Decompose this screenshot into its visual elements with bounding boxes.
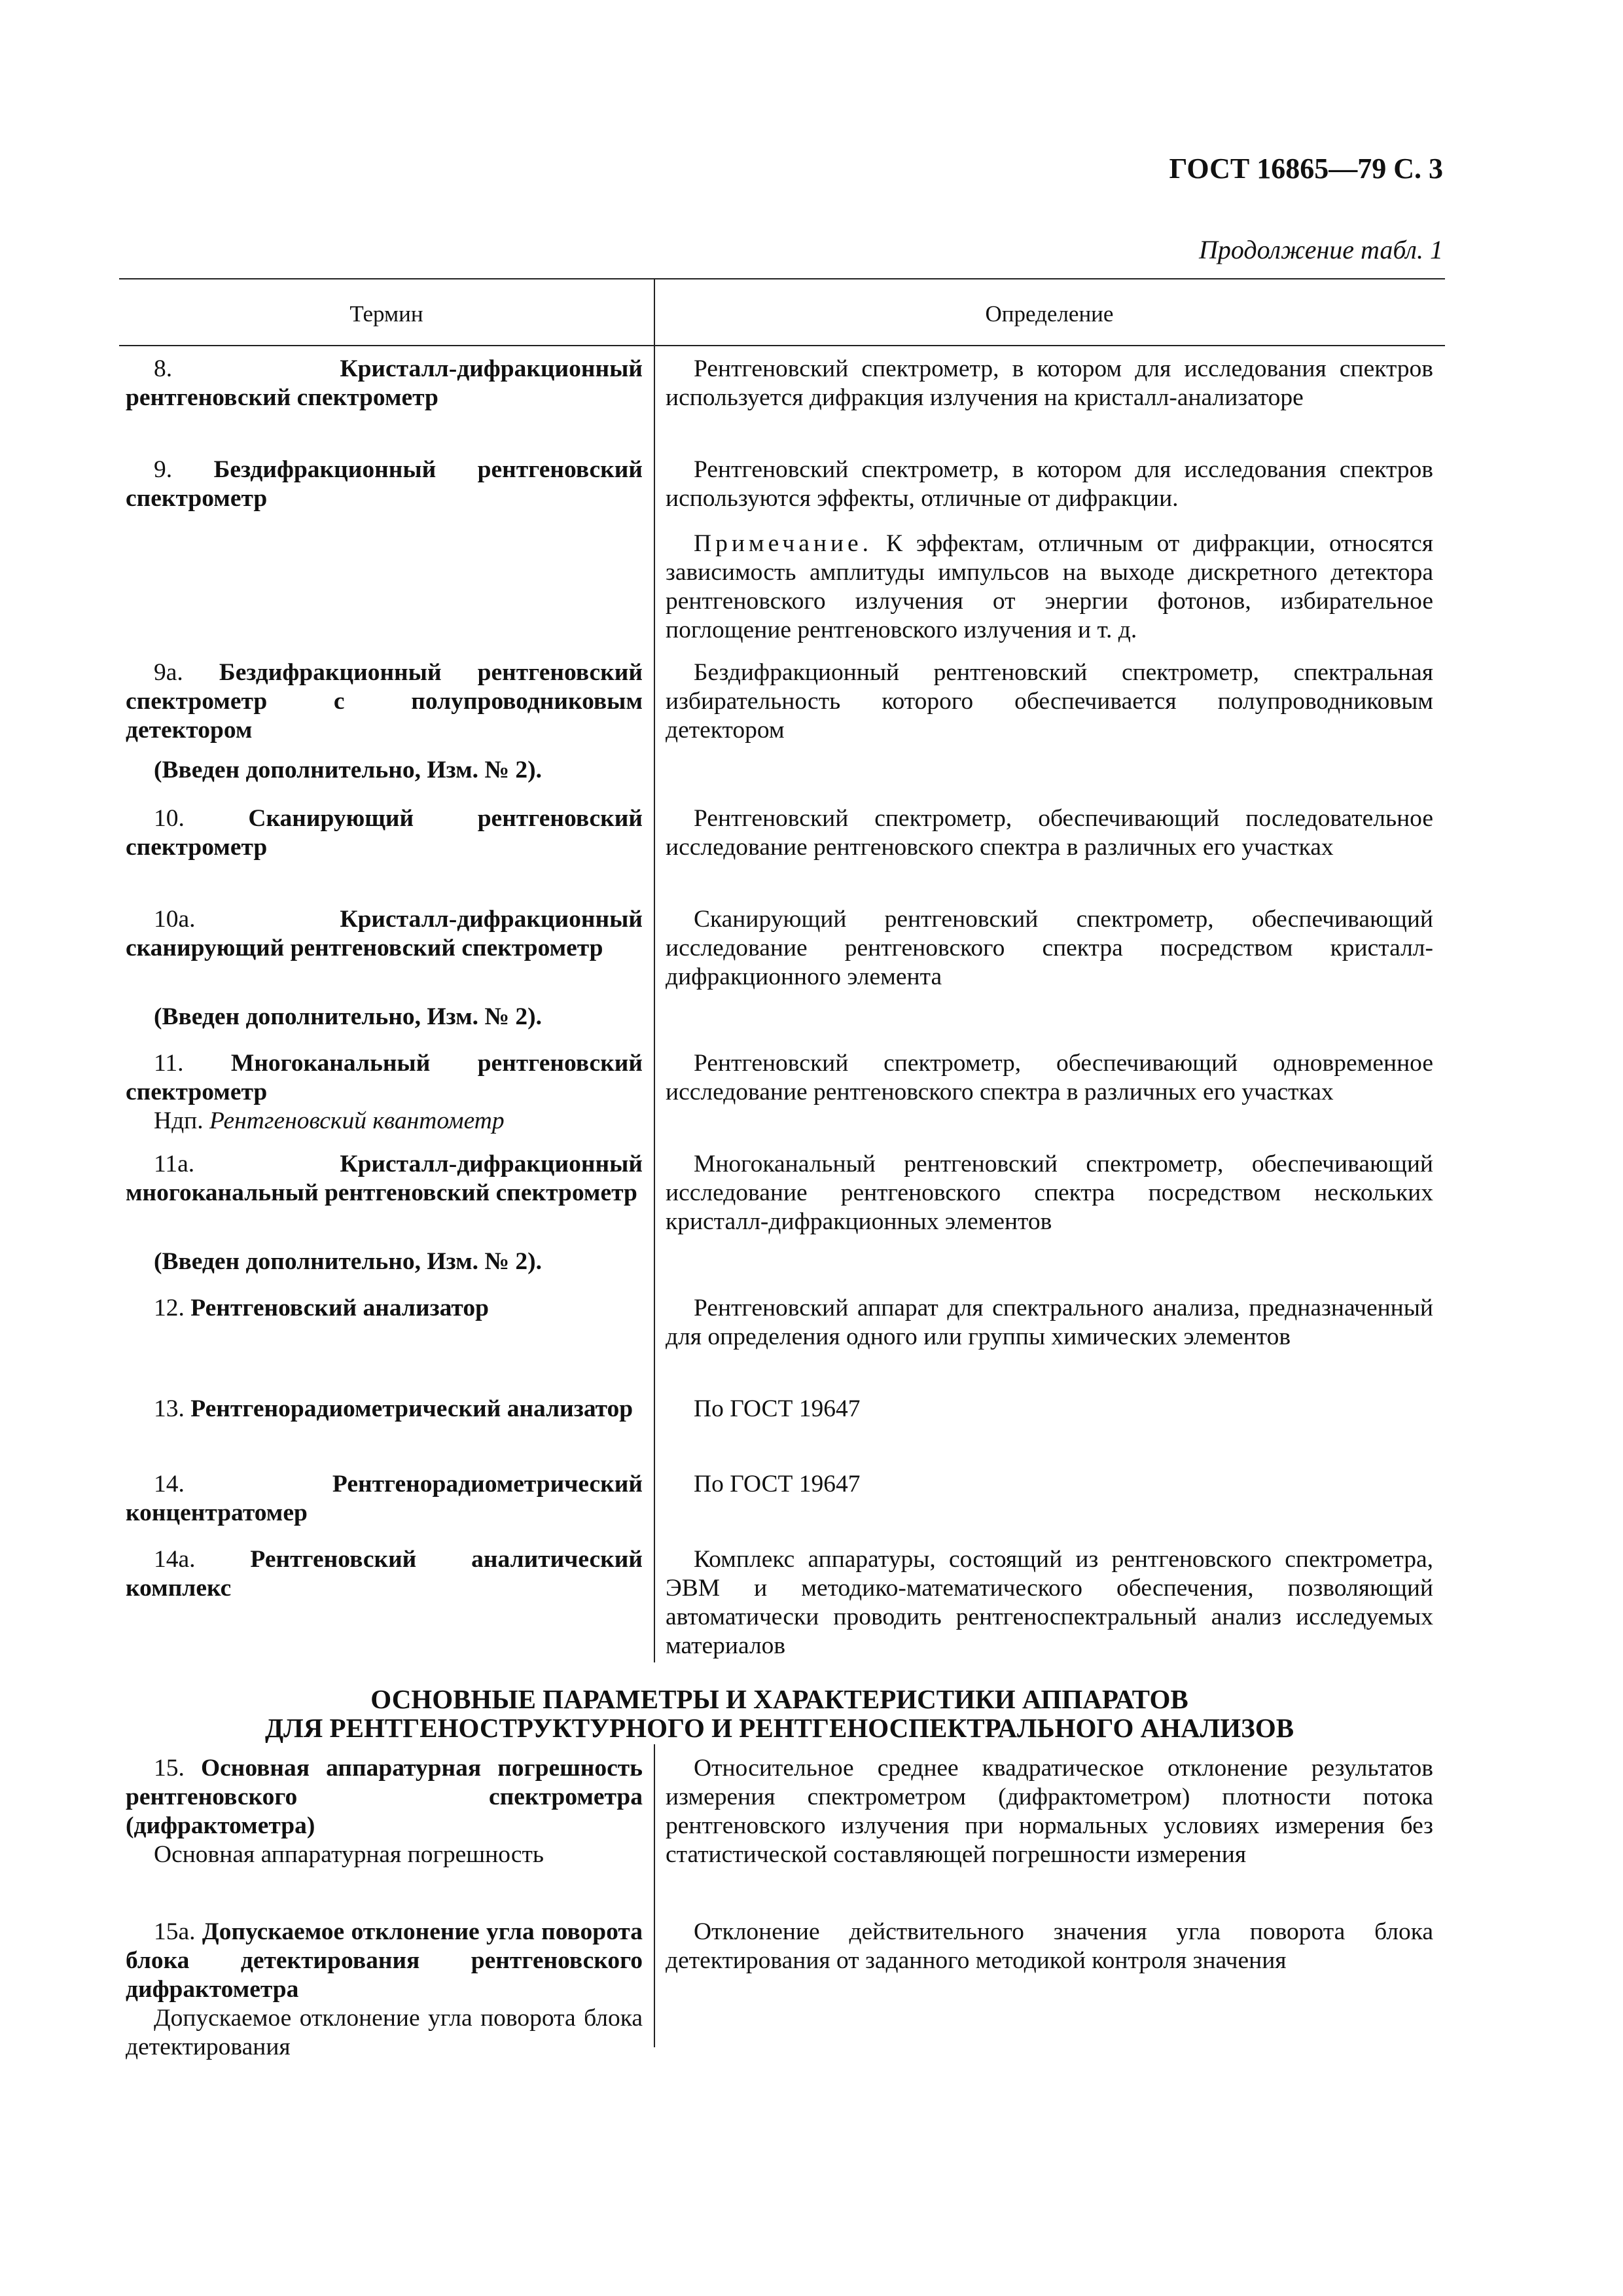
- table-row-term: [126, 1754, 643, 1840]
- term-number: 9.: [154, 456, 173, 483]
- table-header-rule: [119, 345, 1445, 346]
- term-number: 15.: [154, 1755, 185, 1782]
- table-continuation-label: Продолжение табл. 1: [1198, 235, 1443, 264]
- term-name: Бездифракционный рентгеновский спектрометр: [126, 456, 643, 512]
- table-row-term: [126, 355, 643, 412]
- term-number: 15а.: [154, 1918, 196, 1945]
- table-row-term: [126, 1470, 643, 1528]
- table-row-term: [126, 905, 643, 963]
- table-row-term: [126, 1545, 643, 1603]
- amendment-note: (Введен дополнительно, Изм. № 2).: [154, 1003, 543, 1030]
- column-divider: [654, 278, 655, 1662]
- table-row-term: [126, 658, 643, 745]
- table-row-definition: Отклонение действительного значения угла поворота блока детектирования от заданного методикой контроля значения: [666, 1918, 1433, 1974]
- term-name: Кристалл-дифракционный рентгеновский спектрометр: [126, 355, 643, 411]
- ndp-label: Ндп.: [154, 1107, 204, 1134]
- document-reference: ГОСТ 16865—79 С. 3: [1169, 152, 1443, 185]
- term-name: Основная аппаратурная погрешность рентгеновского спектрометра (дифрактометра): [126, 1755, 643, 1839]
- term-name: Многоканальный рентгеновский спектрометр: [126, 1050, 643, 1105]
- term-number: 11а.: [154, 1151, 195, 1177]
- term-number: 10а.: [154, 906, 196, 933]
- table-row-definition: Многоканальный рентгеновский спектрометр, обеспечивающий исследование рентгеновского спектра посредством нескольких кристалл-дифракционных элементов: [666, 1151, 1433, 1235]
- table-row-definition: Относительное среднее квадратическое отклонение результатов измерения спектрометром (дифрактометром) плотности потока рентгеновского излучения при нормальных условиях измерения без статистической составляющей погрешности измерения: [666, 1755, 1433, 1868]
- table-row-definition: Рентгеновский спектрометр, обеспечивающий последовательное исследование рентгеновского спектра в различных его участках: [666, 805, 1433, 861]
- table-row-definition: Рентгеновский спектрометр, обеспечивающий одновременное исследование рентгеновского спектра в различных его участках: [666, 1050, 1433, 1105]
- short-term: Основная аппаратурная погрешность: [154, 1841, 544, 1868]
- table-row-definition: Бездифракционный рентгеновский спектрометр, спектральная избирательность которого обеспечивается полупроводниковым детектором: [666, 659, 1433, 744]
- table-row-note: [666, 529, 1433, 645]
- term-name: Рентгеновский анализатор: [190, 1295, 489, 1321]
- term-name: Кристалл-дифракционный многоканальный рентгеновский спектрометр: [126, 1151, 643, 1206]
- table-row-term: [126, 456, 643, 513]
- table-row-definition: Рентгеновский спектрометр, в котором для исследования спектров используются эффекты, отличные от дифракции.: [666, 456, 1433, 512]
- table-row-definition: Рентгеновский спектрометр, в котором для исследования спектров используется дифракция излучения на кристалл-анализаторе: [666, 355, 1433, 411]
- term-name: Бездифракционный рентгеновский спектрометр с полупроводниковым детектором: [126, 659, 643, 744]
- term-number: 10.: [154, 805, 185, 832]
- table-row-definition: По ГОСТ 19647: [694, 1471, 861, 1498]
- note-lead: Примечание.: [694, 530, 873, 557]
- term-name: Допускаемое отклонение угла поворота блока детектирования рентгеновского дифрактометра: [126, 1918, 643, 2003]
- column-header-definition: Определение: [985, 301, 1114, 327]
- table-row-term: [126, 1049, 643, 1107]
- table-row-definition: По ГОСТ 19647: [694, 1395, 861, 1422]
- term-number: 12.: [154, 1295, 185, 1321]
- term-name: Рентгеновский аналитический комплекс: [126, 1546, 643, 1602]
- section-heading-line: ОСНОВНЫЕ ПАРАМЕТРЫ И ХАРАКТЕРИСТИКИ АППАРАТОВ: [370, 1684, 1188, 1714]
- table-row-term: [126, 1918, 643, 2004]
- short-term: Допускаемое отклонение угла поворота блока детектирования: [126, 2005, 643, 2060]
- table-row-term: [126, 1294, 643, 1323]
- term-name: Рентгенорадиометрический анализатор: [190, 1395, 633, 1422]
- table-row-definition: Комплекс аппаратуры, состоящий из рентгеновского спектрометра, ЭВМ и методико-математического обеспечения, позволяющий автоматически проводить рентгеноспектральный анализ исследуемых материалов: [666, 1546, 1433, 1659]
- table-row-definition: Рентгеновский аппарат для спектрального анализа, предназначенный для определения одного или группы химических элементов: [666, 1295, 1433, 1350]
- ndp-term: Рентгеновский квантометр: [209, 1107, 505, 1134]
- term-name: Кристалл-дифракционный сканирующий рентгеновский спектрометр: [126, 906, 643, 961]
- rejected-synonym: [126, 1107, 643, 1136]
- column-header-term: Термин: [349, 301, 423, 327]
- column-divider-lower: [654, 1744, 655, 2047]
- term-number: 8.: [154, 355, 173, 382]
- table-row-term: [126, 1150, 643, 1208]
- amendment-note: (Введен дополнительно, Изм. № 2).: [154, 1248, 543, 1275]
- term-number: 14.: [154, 1471, 185, 1498]
- table-top-rule: [119, 278, 1445, 279]
- term-name: Рентгенорадиометрический концентратомер: [126, 1471, 643, 1526]
- table-row-term: [126, 1395, 643, 1424]
- section-heading: [126, 1685, 1433, 1742]
- term-number: 9а.: [154, 659, 183, 686]
- section-heading-line: ДЛЯ РЕНТГЕНОСТРУКТУРНОГО И РЕНТГЕНОСПЕКТРАЛЬНОГО АНАЛИЗОВ: [264, 1713, 1294, 1743]
- term-name: Сканирующий рентгеновский спектрометр: [126, 805, 643, 861]
- amendment-note: (Введен дополнительно, Изм. № 2).: [154, 757, 543, 783]
- term-number: 11.: [154, 1050, 184, 1077]
- term-number: 13.: [154, 1395, 185, 1422]
- table-row-definition: Сканирующий рентгеновский спектрометр, обеспечивающий исследование рентгеновского спектра посредством кристалл-дифракционного элемента: [666, 906, 1433, 990]
- table-row-term: [126, 804, 643, 862]
- term-number: 14а.: [154, 1546, 196, 1573]
- note-text: К эффектам, отличным от дифракции, относятся зависимость амплитуды импульсов на выходе дискретного детектора рентгеновского излучения от энергии фотонов, избирательное поглощение рентгеновского излучения и т. д.: [666, 530, 1433, 643]
